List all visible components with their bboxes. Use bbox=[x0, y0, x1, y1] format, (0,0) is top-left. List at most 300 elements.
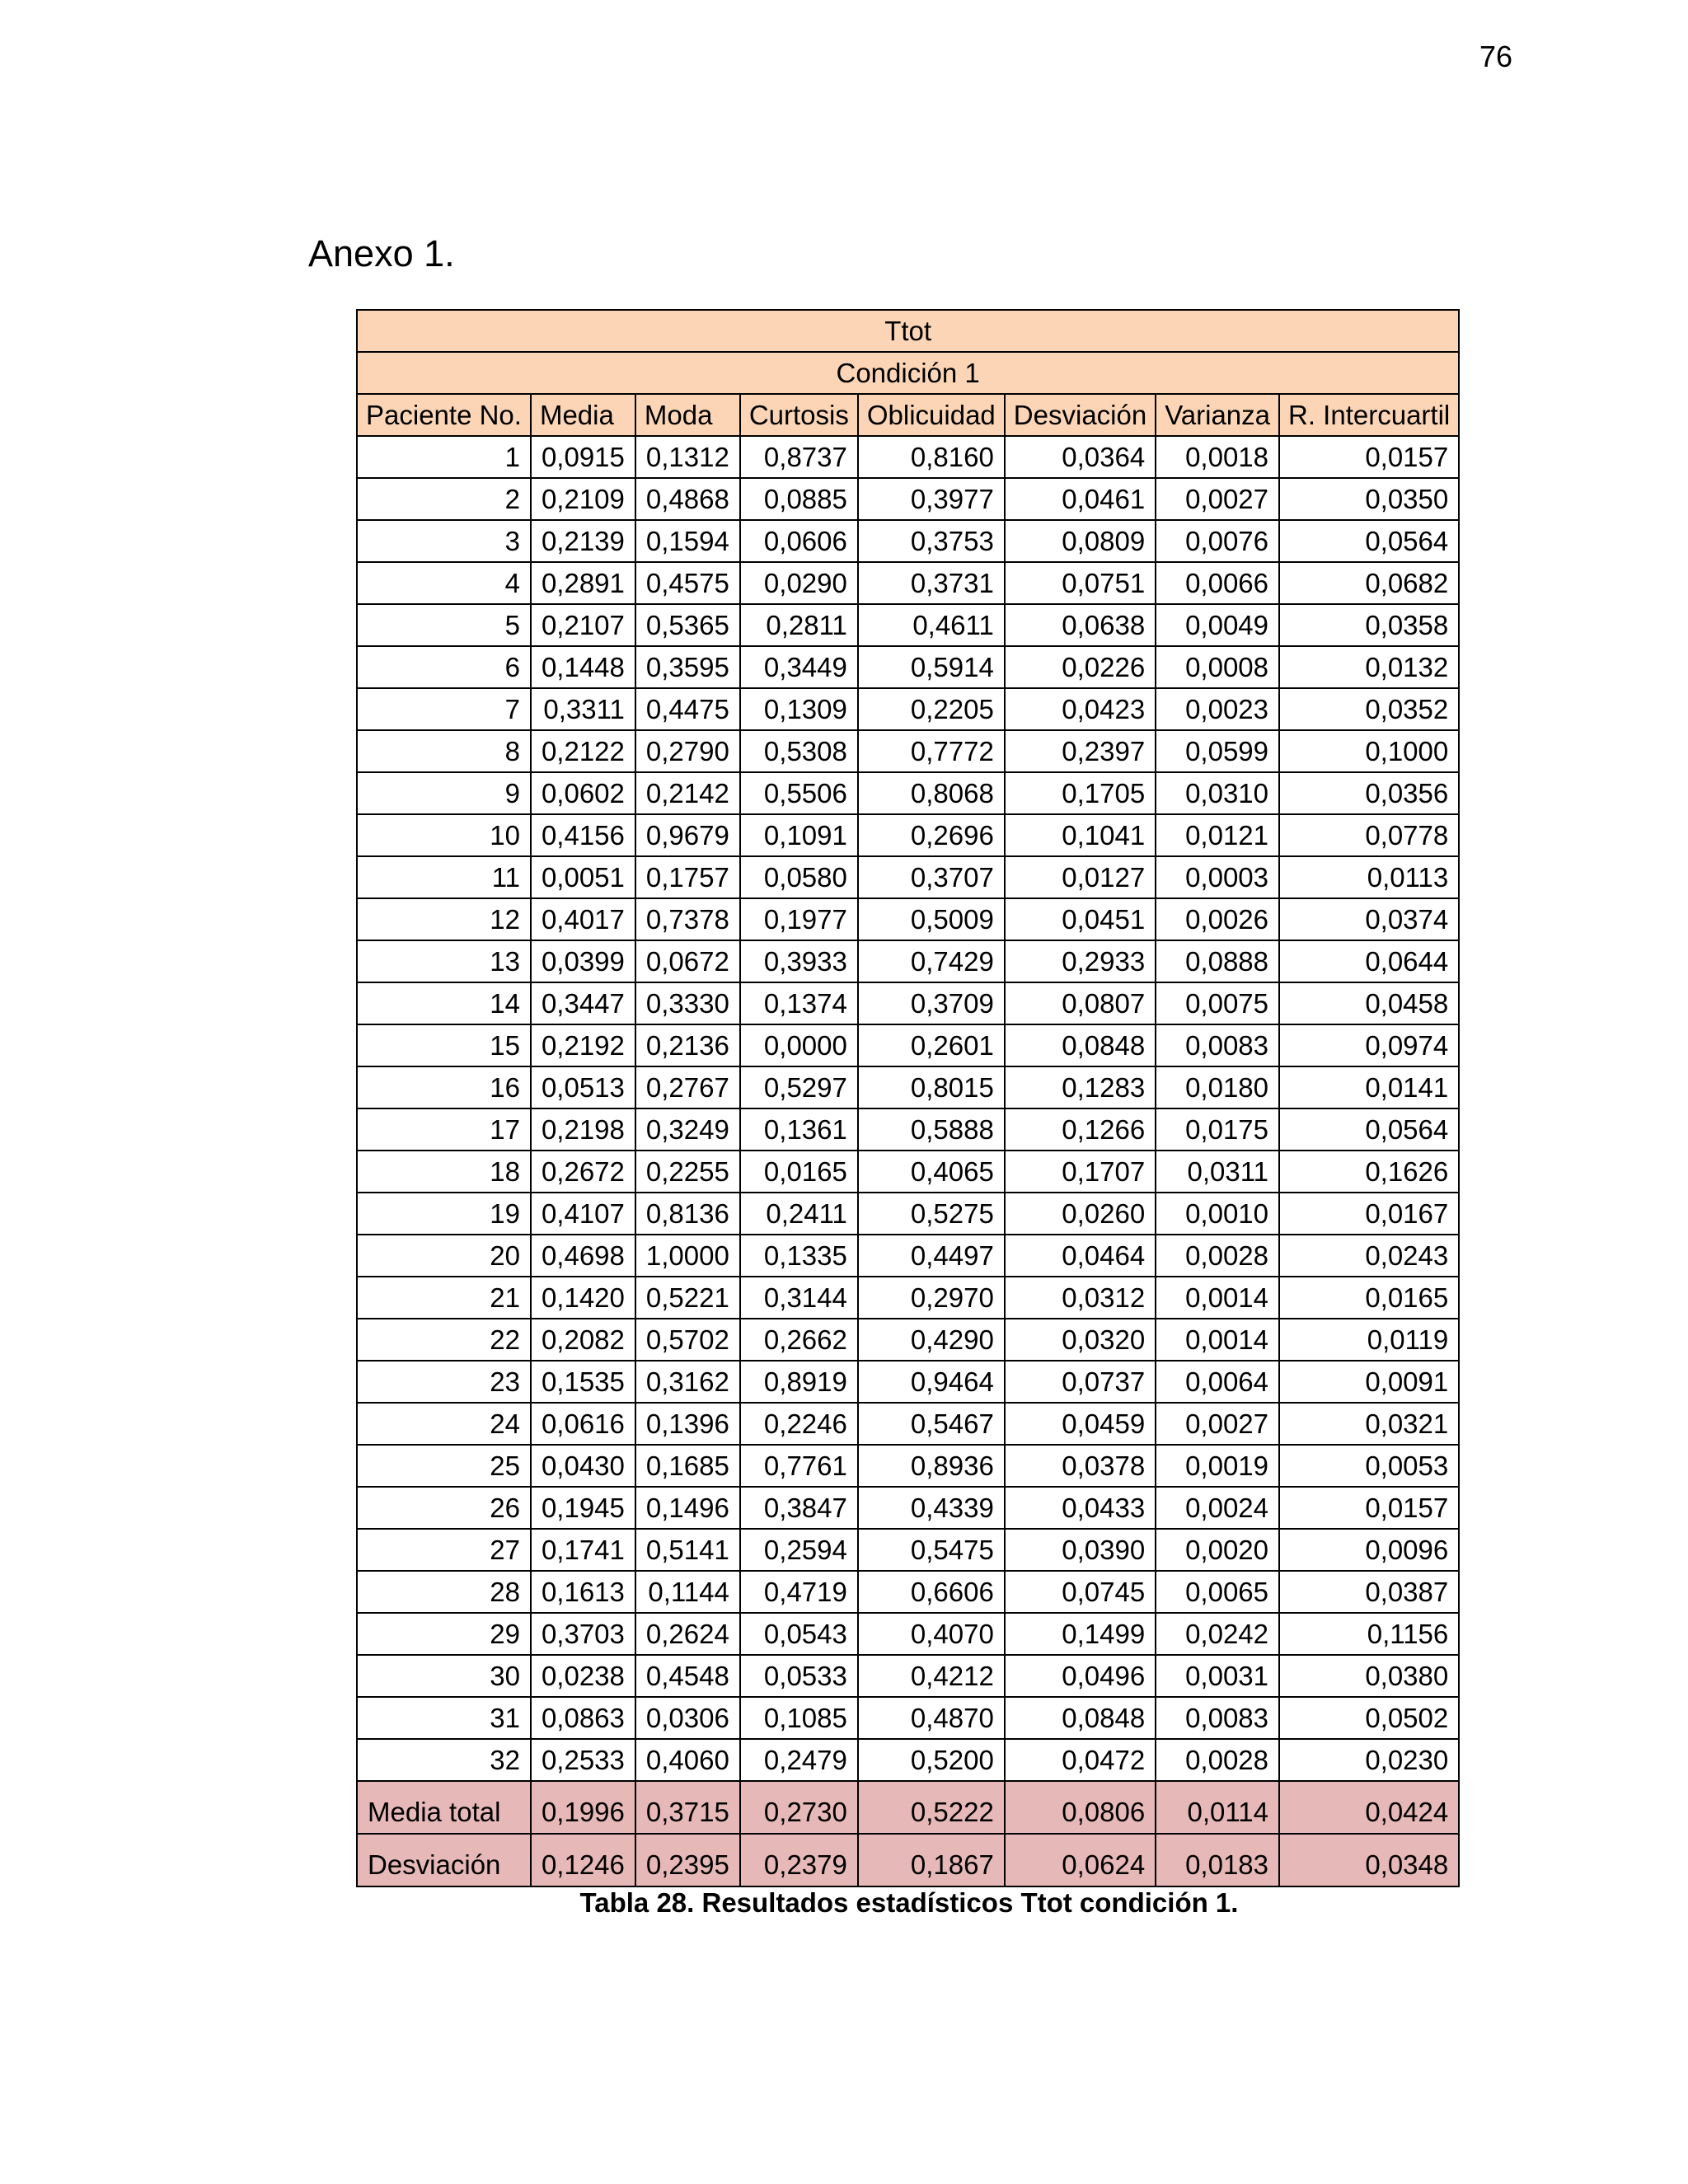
cell-media: 0,0915 bbox=[531, 436, 635, 478]
cell-r-intercuartil: 0,0167 bbox=[1279, 1193, 1459, 1235]
cell-media: 0,0513 bbox=[531, 1066, 635, 1108]
cell-patient-number: 32 bbox=[357, 1739, 531, 1781]
cell-patient-number: 3 bbox=[357, 520, 531, 562]
cell-curtosis: 0,8919 bbox=[740, 1361, 858, 1403]
cell-varianza: 0,0049 bbox=[1156, 604, 1279, 646]
cell-media: 0,2107 bbox=[531, 604, 635, 646]
cell-desviacion: 0,0848 bbox=[1005, 1697, 1156, 1739]
cell-moda: 0,1396 bbox=[635, 1403, 740, 1445]
table-row bbox=[357, 1697, 1459, 1739]
summary-cell-media: 0,1996 bbox=[531, 1781, 635, 1834]
cell-varianza: 0,0018 bbox=[1156, 436, 1279, 478]
cell-patient-number: 2 bbox=[357, 478, 531, 520]
cell-patient-number: 21 bbox=[357, 1277, 531, 1319]
table-title: Ttot bbox=[357, 310, 1459, 352]
cell-media: 0,2533 bbox=[531, 1739, 635, 1781]
cell-moda: 0,2767 bbox=[635, 1066, 740, 1108]
cell-patient-number: 26 bbox=[357, 1487, 531, 1529]
column-header-varianza: Varianza bbox=[1156, 394, 1279, 436]
cell-media: 0,4017 bbox=[531, 898, 635, 940]
cell-r-intercuartil: 0,0113 bbox=[1279, 856, 1459, 898]
cell-oblicuidad: 0,5467 bbox=[858, 1403, 1005, 1445]
cell-varianza: 0,0121 bbox=[1156, 814, 1279, 856]
cell-oblicuidad: 0,5009 bbox=[858, 898, 1005, 940]
table-head bbox=[357, 310, 1459, 436]
cell-moda: 0,8136 bbox=[635, 1193, 740, 1235]
cell-varianza: 0,0310 bbox=[1156, 772, 1279, 814]
cell-varianza: 0,0028 bbox=[1156, 1235, 1279, 1277]
cell-r-intercuartil: 0,0564 bbox=[1279, 520, 1459, 562]
cell-desviacion: 0,0745 bbox=[1005, 1571, 1156, 1613]
cell-varianza: 0,0027 bbox=[1156, 1403, 1279, 1445]
cell-desviacion: 0,0751 bbox=[1005, 562, 1156, 604]
cell-moda: 0,0306 bbox=[635, 1697, 740, 1739]
cell-desviacion: 0,0809 bbox=[1005, 520, 1156, 562]
cell-varianza: 0,0311 bbox=[1156, 1151, 1279, 1193]
column-header-curtosis: Curtosis bbox=[740, 394, 858, 436]
cell-moda: 0,3162 bbox=[635, 1361, 740, 1403]
cell-desviacion: 0,0127 bbox=[1005, 856, 1156, 898]
table-row bbox=[357, 1108, 1459, 1151]
table-row bbox=[357, 1277, 1459, 1319]
cell-media: 0,4156 bbox=[531, 814, 635, 856]
cell-desviacion: 0,0459 bbox=[1005, 1403, 1156, 1445]
cell-patient-number: 10 bbox=[357, 814, 531, 856]
cell-oblicuidad: 0,3731 bbox=[858, 562, 1005, 604]
cell-media: 0,2198 bbox=[531, 1108, 635, 1151]
cell-curtosis: 0,5308 bbox=[740, 730, 858, 772]
cell-moda: 0,1594 bbox=[635, 520, 740, 562]
summary-cell-media: 0,1246 bbox=[531, 1834, 635, 1886]
cell-varianza: 0,0014 bbox=[1156, 1319, 1279, 1361]
cell-moda: 0,1757 bbox=[635, 856, 740, 898]
cell-r-intercuartil: 0,0321 bbox=[1279, 1403, 1459, 1445]
table-row bbox=[357, 1361, 1459, 1403]
cell-r-intercuartil: 0,0356 bbox=[1279, 772, 1459, 814]
cell-varianza: 0,0065 bbox=[1156, 1571, 1279, 1613]
cell-curtosis: 0,0543 bbox=[740, 1613, 858, 1655]
cell-curtosis: 0,2246 bbox=[740, 1403, 858, 1445]
cell-curtosis: 0,0000 bbox=[740, 1024, 858, 1066]
cell-patient-number: 15 bbox=[357, 1024, 531, 1066]
table-row bbox=[357, 1529, 1459, 1571]
cell-desviacion: 0,0312 bbox=[1005, 1277, 1156, 1319]
cell-r-intercuartil: 0,0157 bbox=[1279, 1487, 1459, 1529]
cell-patient-number: 1 bbox=[357, 436, 531, 478]
table-row bbox=[357, 1613, 1459, 1655]
summary-cell-oblicuidad: 0,5222 bbox=[858, 1781, 1005, 1834]
cell-moda: 0,2624 bbox=[635, 1613, 740, 1655]
cell-moda: 0,1685 bbox=[635, 1445, 740, 1487]
cell-moda: 1,0000 bbox=[635, 1235, 740, 1277]
cell-moda: 0,1312 bbox=[635, 436, 740, 478]
cell-oblicuidad: 0,4290 bbox=[858, 1319, 1005, 1361]
cell-media: 0,2109 bbox=[531, 478, 635, 520]
cell-desviacion: 0,2933 bbox=[1005, 940, 1156, 982]
table-row bbox=[357, 898, 1459, 940]
table-row bbox=[357, 1655, 1459, 1697]
cell-curtosis: 0,1091 bbox=[740, 814, 858, 856]
cell-varianza: 0,0014 bbox=[1156, 1277, 1279, 1319]
cell-varianza: 0,0064 bbox=[1156, 1361, 1279, 1403]
cell-patient-number: 13 bbox=[357, 940, 531, 982]
cell-oblicuidad: 0,3707 bbox=[858, 856, 1005, 898]
table-caption: Tabla 28. Resultados estadísticos Ttot condición 1. bbox=[579, 1887, 1239, 1918]
table-row bbox=[357, 982, 1459, 1024]
summary-cell-curtosis: 0,2730 bbox=[740, 1781, 858, 1834]
cell-patient-number: 19 bbox=[357, 1193, 531, 1235]
table-row bbox=[357, 1487, 1459, 1529]
table-row bbox=[357, 814, 1459, 856]
cell-varianza: 0,0242 bbox=[1156, 1613, 1279, 1655]
cell-patient-number: 28 bbox=[357, 1571, 531, 1613]
cell-r-intercuartil: 0,0387 bbox=[1279, 1571, 1459, 1613]
cell-desviacion: 0,0848 bbox=[1005, 1024, 1156, 1066]
column-header-moda: Moda bbox=[635, 394, 740, 436]
cell-oblicuidad: 0,5475 bbox=[858, 1529, 1005, 1571]
table-title-row bbox=[357, 310, 1459, 352]
cell-oblicuidad: 0,5275 bbox=[858, 1193, 1005, 1235]
cell-desviacion: 0,0320 bbox=[1005, 1319, 1156, 1361]
cell-r-intercuartil: 0,1156 bbox=[1279, 1613, 1459, 1655]
column-header-row bbox=[357, 394, 1459, 436]
cell-oblicuidad: 0,5888 bbox=[858, 1108, 1005, 1151]
cell-curtosis: 0,1309 bbox=[740, 688, 858, 730]
cell-patient-number: 8 bbox=[357, 730, 531, 772]
cell-varianza: 0,0083 bbox=[1156, 1697, 1279, 1739]
cell-curtosis: 0,0290 bbox=[740, 562, 858, 604]
cell-r-intercuartil: 0,0374 bbox=[1279, 898, 1459, 940]
table-row bbox=[357, 562, 1459, 604]
cell-r-intercuartil: 0,0243 bbox=[1279, 1235, 1459, 1277]
cell-r-intercuartil: 0,0778 bbox=[1279, 814, 1459, 856]
cell-media: 0,0238 bbox=[531, 1655, 635, 1697]
cell-moda: 0,3249 bbox=[635, 1108, 740, 1151]
cell-varianza: 0,0019 bbox=[1156, 1445, 1279, 1487]
cell-r-intercuartil: 0,0380 bbox=[1279, 1655, 1459, 1697]
summary-cell-curtosis: 0,2379 bbox=[740, 1834, 858, 1886]
cell-curtosis: 0,2479 bbox=[740, 1739, 858, 1781]
cell-curtosis: 0,0533 bbox=[740, 1655, 858, 1697]
table-row bbox=[357, 478, 1459, 520]
cell-patient-number: 27 bbox=[357, 1529, 531, 1571]
cell-media: 0,3311 bbox=[531, 688, 635, 730]
cell-curtosis: 0,3144 bbox=[740, 1277, 858, 1319]
cell-curtosis: 0,2411 bbox=[740, 1193, 858, 1235]
column-header-desviacion: Desviación bbox=[1005, 394, 1156, 436]
cell-curtosis: 0,1977 bbox=[740, 898, 858, 940]
table-row bbox=[357, 688, 1459, 730]
summary-cell-desviacion: 0,0806 bbox=[1005, 1781, 1156, 1834]
cell-curtosis: 0,0165 bbox=[740, 1151, 858, 1193]
cell-desviacion: 0,0364 bbox=[1005, 436, 1156, 478]
cell-patient-number: 30 bbox=[357, 1655, 531, 1697]
cell-r-intercuartil: 0,0119 bbox=[1279, 1319, 1459, 1361]
cell-moda: 0,5141 bbox=[635, 1529, 740, 1571]
cell-curtosis: 0,1085 bbox=[740, 1697, 858, 1739]
cell-desviacion: 0,0451 bbox=[1005, 898, 1156, 940]
cell-patient-number: 4 bbox=[357, 562, 531, 604]
table-row bbox=[357, 646, 1459, 688]
cell-media: 0,2891 bbox=[531, 562, 635, 604]
cell-patient-number: 23 bbox=[357, 1361, 531, 1403]
column-header-media: Media bbox=[531, 394, 635, 436]
cell-oblicuidad: 0,3709 bbox=[858, 982, 1005, 1024]
cell-r-intercuartil: 0,0141 bbox=[1279, 1066, 1459, 1108]
cell-oblicuidad: 0,5914 bbox=[858, 646, 1005, 688]
cell-varianza: 0,0075 bbox=[1156, 982, 1279, 1024]
cell-curtosis: 0,0885 bbox=[740, 478, 858, 520]
cell-desviacion: 0,1041 bbox=[1005, 814, 1156, 856]
cell-varianza: 0,0010 bbox=[1156, 1193, 1279, 1235]
cell-media: 0,2122 bbox=[531, 730, 635, 772]
cell-oblicuidad: 0,8068 bbox=[858, 772, 1005, 814]
cell-patient-number: 12 bbox=[357, 898, 531, 940]
cell-curtosis: 0,3933 bbox=[740, 940, 858, 982]
cell-moda: 0,5221 bbox=[635, 1277, 740, 1319]
cell-media: 0,0399 bbox=[531, 940, 635, 982]
cell-desviacion: 0,0807 bbox=[1005, 982, 1156, 1024]
summary-cell-moda: 0,3715 bbox=[635, 1781, 740, 1834]
cell-curtosis: 0,5297 bbox=[740, 1066, 858, 1108]
cell-r-intercuartil: 0,0352 bbox=[1279, 688, 1459, 730]
cell-oblicuidad: 0,5200 bbox=[858, 1739, 1005, 1781]
cell-desviacion: 0,0737 bbox=[1005, 1361, 1156, 1403]
cell-curtosis: 0,3847 bbox=[740, 1487, 858, 1529]
cell-media: 0,0602 bbox=[531, 772, 635, 814]
cell-varianza: 0,0031 bbox=[1156, 1655, 1279, 1697]
cell-media: 0,1741 bbox=[531, 1529, 635, 1571]
cell-oblicuidad: 0,6606 bbox=[858, 1571, 1005, 1613]
cell-desviacion: 0,0433 bbox=[1005, 1487, 1156, 1529]
cell-moda: 0,3595 bbox=[635, 646, 740, 688]
cell-patient-number: 31 bbox=[357, 1697, 531, 1739]
cell-r-intercuartil: 0,0564 bbox=[1279, 1108, 1459, 1151]
cell-r-intercuartil: 0,0053 bbox=[1279, 1445, 1459, 1487]
cell-desviacion: 0,0638 bbox=[1005, 604, 1156, 646]
table-row bbox=[357, 1403, 1459, 1445]
cell-media: 0,2082 bbox=[531, 1319, 635, 1361]
cell-varianza: 0,0066 bbox=[1156, 562, 1279, 604]
cell-media: 0,0430 bbox=[531, 1445, 635, 1487]
table-row bbox=[357, 940, 1459, 982]
cell-r-intercuartil: 0,0132 bbox=[1279, 646, 1459, 688]
cell-r-intercuartil: 0,0458 bbox=[1279, 982, 1459, 1024]
cell-curtosis: 0,3449 bbox=[740, 646, 858, 688]
cell-desviacion: 0,0378 bbox=[1005, 1445, 1156, 1487]
cell-moda: 0,1144 bbox=[635, 1571, 740, 1613]
cell-r-intercuartil: 0,1626 bbox=[1279, 1151, 1459, 1193]
column-header-oblicuidad: Oblicuidad bbox=[858, 394, 1005, 436]
summary-cell-r-intercuartil: 0,0424 bbox=[1279, 1781, 1459, 1834]
summary-cell-r-intercuartil: 0,0348 bbox=[1279, 1834, 1459, 1886]
summary-cell-oblicuidad: 0,1867 bbox=[858, 1834, 1005, 1886]
cell-patient-number: 22 bbox=[357, 1319, 531, 1361]
cell-oblicuidad: 0,3753 bbox=[858, 520, 1005, 562]
cell-moda: 0,9679 bbox=[635, 814, 740, 856]
cell-moda: 0,2790 bbox=[635, 730, 740, 772]
summary-cell-moda: 0,2395 bbox=[635, 1834, 740, 1886]
column-header-patient-number: Paciente No. bbox=[357, 394, 531, 436]
cell-varianza: 0,0020 bbox=[1156, 1529, 1279, 1571]
table-row bbox=[357, 1571, 1459, 1613]
cell-oblicuidad: 0,4339 bbox=[858, 1487, 1005, 1529]
cell-r-intercuartil: 0,0644 bbox=[1279, 940, 1459, 982]
cell-r-intercuartil: 0,0091 bbox=[1279, 1361, 1459, 1403]
statistics-table bbox=[356, 309, 1460, 1887]
cell-desviacion: 0,2397 bbox=[1005, 730, 1156, 772]
cell-varianza: 0,0076 bbox=[1156, 520, 1279, 562]
cell-curtosis: 0,8737 bbox=[740, 436, 858, 478]
cell-moda: 0,1496 bbox=[635, 1487, 740, 1529]
table-row bbox=[357, 1151, 1459, 1193]
cell-desviacion: 0,1707 bbox=[1005, 1151, 1156, 1193]
cell-varianza: 0,0028 bbox=[1156, 1739, 1279, 1781]
cell-oblicuidad: 0,8936 bbox=[858, 1445, 1005, 1487]
cell-r-intercuartil: 0,0157 bbox=[1279, 436, 1459, 478]
cell-r-intercuartil: 0,0350 bbox=[1279, 478, 1459, 520]
cell-desviacion: 0,0464 bbox=[1005, 1235, 1156, 1277]
cell-oblicuidad: 0,7429 bbox=[858, 940, 1005, 982]
cell-patient-number: 20 bbox=[357, 1235, 531, 1277]
cell-r-intercuartil: 0,0682 bbox=[1279, 562, 1459, 604]
summary-cell-desviacion: 0,0624 bbox=[1005, 1834, 1156, 1886]
cell-varianza: 0,0599 bbox=[1156, 730, 1279, 772]
cell-moda: 0,4868 bbox=[635, 478, 740, 520]
cell-desviacion: 0,1266 bbox=[1005, 1108, 1156, 1151]
cell-varianza: 0,0003 bbox=[1156, 856, 1279, 898]
cell-r-intercuartil: 0,0974 bbox=[1279, 1024, 1459, 1066]
cell-patient-number: 24 bbox=[357, 1403, 531, 1445]
cell-oblicuidad: 0,2601 bbox=[858, 1024, 1005, 1066]
cell-patient-number: 11 bbox=[357, 856, 531, 898]
cell-varianza: 0,0023 bbox=[1156, 688, 1279, 730]
cell-curtosis: 0,2811 bbox=[740, 604, 858, 646]
table-row bbox=[357, 1445, 1459, 1487]
table-subtitle-row bbox=[357, 352, 1459, 394]
summary-row-desviacion bbox=[357, 1834, 1459, 1886]
cell-moda: 0,3330 bbox=[635, 982, 740, 1024]
cell-desviacion: 0,0260 bbox=[1005, 1193, 1156, 1235]
cell-media: 0,3703 bbox=[531, 1613, 635, 1655]
table-row bbox=[357, 1739, 1459, 1781]
cell-r-intercuartil: 0,0230 bbox=[1279, 1739, 1459, 1781]
cell-patient-number: 25 bbox=[357, 1445, 531, 1487]
cell-curtosis: 0,1335 bbox=[740, 1235, 858, 1277]
cell-varianza: 0,0027 bbox=[1156, 478, 1279, 520]
cell-moda: 0,0672 bbox=[635, 940, 740, 982]
cell-varianza: 0,0888 bbox=[1156, 940, 1279, 982]
cell-media: 0,0616 bbox=[531, 1403, 635, 1445]
table-row bbox=[357, 1235, 1459, 1277]
summary-cell-varianza: 0,0114 bbox=[1156, 1781, 1279, 1834]
cell-patient-number: 9 bbox=[357, 772, 531, 814]
cell-patient-number: 7 bbox=[357, 688, 531, 730]
cell-oblicuidad: 0,7772 bbox=[858, 730, 1005, 772]
cell-r-intercuartil: 0,1000 bbox=[1279, 730, 1459, 772]
cell-media: 0,0051 bbox=[531, 856, 635, 898]
cell-media: 0,1448 bbox=[531, 646, 635, 688]
cell-moda: 0,4548 bbox=[635, 1655, 740, 1697]
cell-varianza: 0,0008 bbox=[1156, 646, 1279, 688]
table-row bbox=[357, 856, 1459, 898]
cell-oblicuidad: 0,4070 bbox=[858, 1613, 1005, 1655]
cell-media: 0,2139 bbox=[531, 520, 635, 562]
column-header-r-intercuartil: R. Intercuartil bbox=[1279, 394, 1459, 436]
table-summary bbox=[357, 1781, 1459, 1886]
cell-curtosis: 0,7761 bbox=[740, 1445, 858, 1487]
cell-oblicuidad: 0,4870 bbox=[858, 1697, 1005, 1739]
cell-curtosis: 0,0606 bbox=[740, 520, 858, 562]
cell-varianza: 0,0083 bbox=[1156, 1024, 1279, 1066]
cell-desviacion: 0,0423 bbox=[1005, 688, 1156, 730]
cell-moda: 0,2255 bbox=[635, 1151, 740, 1193]
summary-cell-varianza: 0,0183 bbox=[1156, 1834, 1279, 1886]
cell-oblicuidad: 0,3977 bbox=[858, 478, 1005, 520]
cell-desviacion: 0,1499 bbox=[1005, 1613, 1156, 1655]
summary-label: Media total bbox=[357, 1781, 531, 1834]
cell-moda: 0,4475 bbox=[635, 688, 740, 730]
table-row bbox=[357, 520, 1459, 562]
cell-media: 0,1945 bbox=[531, 1487, 635, 1529]
cell-varianza: 0,0180 bbox=[1156, 1066, 1279, 1108]
summary-label: Desviación bbox=[357, 1834, 531, 1886]
cell-moda: 0,4060 bbox=[635, 1739, 740, 1781]
table-row bbox=[357, 1193, 1459, 1235]
summary-row-media-total bbox=[357, 1781, 1459, 1834]
table-row bbox=[357, 1024, 1459, 1066]
cell-media: 0,1613 bbox=[531, 1571, 635, 1613]
cell-curtosis: 0,2594 bbox=[740, 1529, 858, 1571]
cell-patient-number: 6 bbox=[357, 646, 531, 688]
cell-desviacion: 0,0226 bbox=[1005, 646, 1156, 688]
table-row bbox=[357, 604, 1459, 646]
cell-moda: 0,7378 bbox=[635, 898, 740, 940]
cell-patient-number: 14 bbox=[357, 982, 531, 1024]
cell-moda: 0,4575 bbox=[635, 562, 740, 604]
cell-patient-number: 17 bbox=[357, 1108, 531, 1151]
cell-oblicuidad: 0,4212 bbox=[858, 1655, 1005, 1697]
cell-patient-number: 5 bbox=[357, 604, 531, 646]
cell-oblicuidad: 0,2205 bbox=[858, 688, 1005, 730]
cell-curtosis: 0,1374 bbox=[740, 982, 858, 1024]
cell-curtosis: 0,4719 bbox=[740, 1571, 858, 1613]
cell-oblicuidad: 0,4497 bbox=[858, 1235, 1005, 1277]
cell-oblicuidad: 0,4611 bbox=[858, 604, 1005, 646]
cell-media: 0,2192 bbox=[531, 1024, 635, 1066]
cell-media: 0,3447 bbox=[531, 982, 635, 1024]
cell-moda: 0,5702 bbox=[635, 1319, 740, 1361]
cell-moda: 0,2136 bbox=[635, 1024, 740, 1066]
cell-oblicuidad: 0,4065 bbox=[858, 1151, 1005, 1193]
cell-curtosis: 0,5506 bbox=[740, 772, 858, 814]
cell-media: 0,0863 bbox=[531, 1697, 635, 1739]
cell-media: 0,2672 bbox=[531, 1151, 635, 1193]
cell-curtosis: 0,0580 bbox=[740, 856, 858, 898]
cell-varianza: 0,0026 bbox=[1156, 898, 1279, 940]
cell-r-intercuartil: 0,0165 bbox=[1279, 1277, 1459, 1319]
cell-curtosis: 0,1361 bbox=[740, 1108, 858, 1151]
cell-media: 0,1535 bbox=[531, 1361, 635, 1403]
cell-desviacion: 0,1705 bbox=[1005, 772, 1156, 814]
cell-desviacion: 0,0461 bbox=[1005, 478, 1156, 520]
cell-curtosis: 0,2662 bbox=[740, 1319, 858, 1361]
cell-desviacion: 0,0496 bbox=[1005, 1655, 1156, 1697]
cell-media: 0,4698 bbox=[531, 1235, 635, 1277]
cell-oblicuidad: 0,9464 bbox=[858, 1361, 1005, 1403]
table-body bbox=[357, 436, 1459, 1781]
table-row bbox=[357, 436, 1459, 478]
